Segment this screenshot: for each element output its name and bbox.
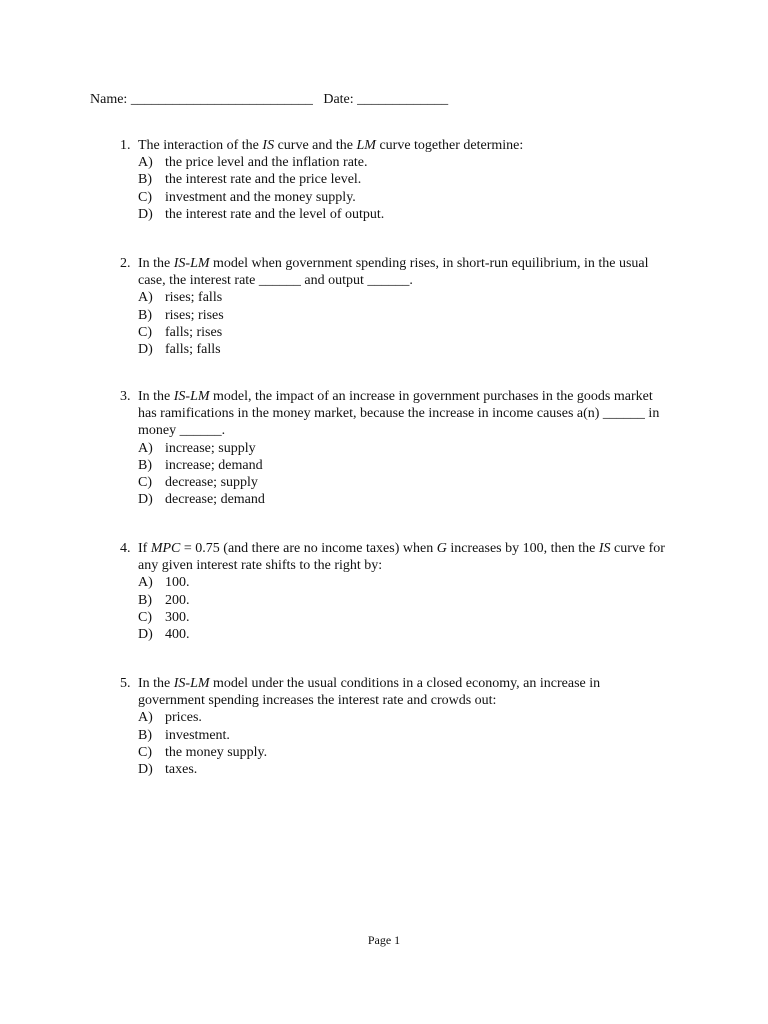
text-run: model under the usual conditions in a closed economy, an increase in government spending increases the interest rate and crowds out: bbox=[138, 676, 601, 709]
answer-option bbox=[138, 307, 665, 324]
italic-term: IS-LM bbox=[173, 389, 210, 404]
question-2 bbox=[120, 255, 665, 358]
option-text: falls; rises bbox=[165, 324, 223, 340]
option-text: the interest rate and the level of output. bbox=[165, 206, 385, 222]
question-number: 1. bbox=[120, 138, 131, 153]
italic-term: IS bbox=[598, 541, 611, 556]
option-text: rises; falls bbox=[165, 290, 223, 306]
answer-option bbox=[138, 341, 665, 358]
option-text: falls; falls bbox=[165, 342, 221, 358]
text-run: In the bbox=[138, 256, 174, 271]
option-text: the interest rate and the price level. bbox=[165, 172, 362, 188]
option-letter: A) bbox=[138, 710, 153, 726]
question-number: 2. bbox=[120, 256, 131, 271]
question-number: 3. bbox=[120, 389, 131, 404]
option-text: increase; demand bbox=[165, 457, 263, 473]
question-text bbox=[138, 540, 665, 574]
italic-term: G bbox=[436, 541, 447, 556]
option-text: the money supply. bbox=[165, 744, 268, 760]
italic-term: IS bbox=[262, 138, 275, 153]
option-text: investment and the money supply. bbox=[165, 189, 356, 205]
date-blank: _____________ bbox=[357, 92, 449, 107]
answer-option bbox=[138, 457, 665, 474]
question-stem bbox=[120, 137, 665, 154]
option-letter: A) bbox=[138, 290, 153, 306]
text-run: In the bbox=[138, 389, 174, 404]
answer-option bbox=[138, 189, 665, 206]
option-text: prices. bbox=[165, 710, 202, 726]
option-letter: B) bbox=[138, 457, 152, 473]
text-run: curve together determine: bbox=[375, 138, 524, 153]
answer-option bbox=[138, 761, 665, 778]
answer-option bbox=[138, 474, 665, 491]
option-letter: A) bbox=[138, 440, 153, 456]
option-text: 300. bbox=[165, 609, 190, 625]
option-text: taxes. bbox=[165, 762, 198, 778]
question-stem bbox=[120, 388, 665, 440]
option-text: rises; rises bbox=[165, 307, 224, 323]
question-4 bbox=[120, 540, 665, 643]
option-letter: A) bbox=[138, 155, 153, 171]
name-blank: __________________________ bbox=[130, 92, 313, 107]
answer-option bbox=[138, 709, 665, 726]
question-text bbox=[138, 255, 665, 289]
question-stem bbox=[120, 675, 665, 709]
text-run: If bbox=[138, 541, 151, 556]
option-text: decrease; demand bbox=[165, 492, 265, 508]
text-run: = 0.75 (and there are no income taxes) when bbox=[180, 541, 437, 556]
answer-option bbox=[138, 727, 665, 744]
answer-option bbox=[138, 324, 665, 341]
option-text: increase; supply bbox=[165, 440, 256, 456]
text-run: curve and the bbox=[274, 138, 357, 153]
option-text: decrease; supply bbox=[165, 475, 258, 491]
option-letter: C) bbox=[138, 189, 152, 205]
option-text: investment. bbox=[165, 727, 230, 743]
option-letter: C) bbox=[138, 744, 152, 760]
text-run: The interaction of the bbox=[138, 138, 263, 153]
option-text: the price level and the inflation rate. bbox=[165, 155, 368, 171]
question-3 bbox=[120, 388, 665, 508]
answer-option bbox=[138, 574, 665, 591]
text-run: model when government spending rises, in short-run equilibrium, in the usual case, the interest rate ______ and output ______. bbox=[138, 256, 649, 289]
text-run: curve for any given interest rate shifts to the right by: bbox=[138, 541, 665, 574]
page-number: Page 1 bbox=[367, 933, 401, 947]
answer-option bbox=[138, 440, 665, 457]
italic-term: IS-LM bbox=[173, 256, 210, 271]
italic-term: LM bbox=[356, 138, 376, 153]
option-text: 400. bbox=[165, 627, 190, 643]
answer-option bbox=[138, 626, 665, 643]
option-letter: B) bbox=[138, 592, 152, 608]
name-date-header bbox=[90, 91, 448, 108]
answer-option bbox=[138, 289, 665, 306]
option-letter: D) bbox=[138, 762, 153, 778]
question-text bbox=[138, 388, 665, 440]
option-letter: C) bbox=[138, 324, 152, 340]
answer-option bbox=[138, 154, 665, 171]
option-letter: B) bbox=[138, 172, 152, 188]
answer-option bbox=[138, 491, 665, 508]
name-label: Name: bbox=[90, 92, 128, 107]
option-letter: D) bbox=[138, 342, 153, 358]
option-letter: D) bbox=[138, 492, 153, 508]
option-letter: B) bbox=[138, 307, 152, 323]
question-5 bbox=[120, 675, 665, 778]
option-text: 200. bbox=[165, 592, 190, 608]
question-number: 4. bbox=[120, 541, 131, 556]
option-letter: D) bbox=[138, 206, 153, 222]
question-text bbox=[138, 675, 665, 709]
option-text: 100. bbox=[165, 575, 190, 591]
text-run: In the bbox=[138, 676, 174, 691]
question-1 bbox=[120, 137, 665, 223]
question-number: 5. bbox=[120, 676, 131, 691]
text-run: increases by 100, then the bbox=[446, 541, 599, 556]
answer-option bbox=[138, 206, 665, 223]
question-stem bbox=[120, 255, 665, 289]
answer-option bbox=[138, 744, 665, 761]
answer-option bbox=[138, 592, 665, 609]
answer-option bbox=[138, 609, 665, 626]
option-letter: A) bbox=[138, 575, 153, 591]
italic-term: IS-LM bbox=[173, 676, 210, 691]
question-stem bbox=[120, 540, 665, 574]
option-letter: C) bbox=[138, 475, 152, 491]
text-run: model, the impact of an increase in government purchases in the goods market has ramifications in the money market, because the increase in income causes a(n) ______ in money ______. bbox=[138, 389, 660, 439]
date-label: Date: bbox=[323, 92, 354, 107]
option-letter: C) bbox=[138, 609, 152, 625]
italic-term: MPC bbox=[150, 541, 181, 556]
option-letter: B) bbox=[138, 727, 152, 743]
option-letter: D) bbox=[138, 627, 153, 643]
question-text bbox=[138, 137, 665, 154]
answer-option bbox=[138, 171, 665, 188]
